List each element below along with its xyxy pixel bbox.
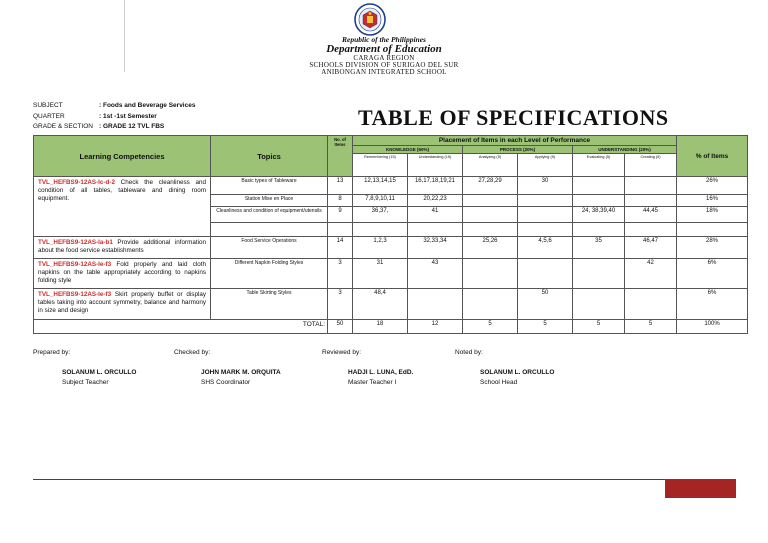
quarter-row [33, 114, 157, 121]
remembering-cell: 31 [353, 259, 408, 289]
table-row [34, 177, 748, 195]
footer-accent-bar [665, 479, 736, 498]
empty-cell [573, 223, 625, 237]
remembering-cell: 1,2,3 [353, 237, 408, 259]
applying-cell [518, 259, 573, 289]
evaluating-cell [573, 289, 625, 320]
evaluating-cell [573, 195, 625, 207]
topic-cell: Station Mise en Place [211, 195, 328, 207]
percent-cell: 6% [677, 259, 748, 289]
reviewed-position: Master Teacher I [348, 379, 397, 386]
header-percent: % of Items [677, 136, 748, 177]
header-analyzing: Analyzing (5) [463, 154, 518, 177]
competency-cell [34, 259, 211, 289]
noted-label: Noted by: [455, 349, 483, 356]
analyzing-cell [463, 207, 518, 223]
total-creating: 5 [625, 320, 677, 334]
specifications-table [33, 135, 748, 334]
competency-code: TVL_HEFBS9-12AS-Ic-d-2 [38, 179, 115, 186]
noted-name: SOLANUM L. ORCULLO [480, 369, 555, 376]
header-remembering: Remembering (15) [353, 154, 408, 177]
applying-cell [518, 207, 573, 223]
checked-position: SHS Coordinator [201, 379, 251, 386]
region-line: CARAGA REGION [353, 54, 415, 62]
empty-cell [408, 223, 463, 237]
empty-cell [353, 223, 408, 237]
total-percent: 100% [677, 320, 748, 334]
competency-text: Check the cleanliness and condition of all tables, tableware and dining room equipment. [38, 179, 206, 203]
checked-label: Checked by: [174, 349, 211, 356]
header-competencies: Learning Competencies [34, 136, 211, 177]
total-analyzing: 5 [463, 320, 518, 334]
competency-text: Skirt properly buffet or display tables taking into account symmetry, balance and harmony in size and design [38, 291, 206, 315]
understanding-cell: 32,33,34 [408, 237, 463, 259]
quarter-label: QUARTER [33, 113, 65, 120]
analyzing-cell [463, 195, 518, 207]
applying-cell: 50 [518, 289, 573, 320]
evaluating-cell [573, 259, 625, 289]
noted-position: School Head [480, 379, 518, 386]
total-evaluating: 5 [573, 320, 625, 334]
header-evaluating: Evaluating (5) [573, 154, 625, 177]
understanding-cell: 43 [408, 259, 463, 289]
items-cell: 13 [328, 177, 353, 195]
header-creating: Creating (5) [625, 154, 677, 177]
footer-divider [33, 479, 736, 480]
creating-cell: 46,47 [625, 237, 677, 259]
empty-cell [677, 223, 748, 237]
competency-cell [34, 237, 211, 259]
empty-cell [518, 223, 573, 237]
department-line: Department of Education [326, 43, 442, 55]
school-line: ANIBONGAN INTEGRATED SCHOOL [321, 68, 447, 76]
competency-cell [34, 289, 211, 320]
remembering-cell: 36,37, [353, 207, 408, 223]
header-topics: Topics [211, 136, 328, 177]
remembering-cell: 48,4 [353, 289, 408, 320]
items-cell: 3 [328, 259, 353, 289]
table-row [34, 259, 748, 289]
grade-value: : GRADE 12 TVL FBS [99, 123, 165, 130]
creating-cell [625, 289, 677, 320]
applying-cell: 4,5,6 [518, 237, 573, 259]
prepared-position: Subject Teacher [62, 379, 109, 386]
empty-cell [211, 223, 328, 237]
percent-cell: 18% [677, 207, 748, 223]
grade-label: GRADE & SECTION [33, 123, 93, 130]
analyzing-cell [463, 259, 518, 289]
grade-row [33, 124, 164, 131]
competency-text: Provide additional information about the food service establishments [38, 239, 206, 255]
percent-cell: 28% [677, 237, 748, 259]
items-cell: 8 [328, 195, 353, 207]
header-process: PROCESS (20%) [463, 146, 573, 154]
reviewed-label: Reviewed by: [322, 349, 362, 356]
understanding-cell: 41 [408, 207, 463, 223]
prepared-label: Prepared by: [33, 349, 71, 356]
header-knowledge: KNOWLEDGE (60%) [353, 146, 463, 154]
table-row [34, 289, 748, 320]
understanding-cell: 16,17,18,19,21 [408, 177, 463, 195]
competency-code: TVL_HEFBS9-12AS-Ie-f3 [38, 261, 112, 268]
page-title: TABLE OF SPECIFICATIONS [358, 105, 669, 130]
items-cell: 14 [328, 237, 353, 259]
header-items: No. of Items [328, 136, 353, 177]
topic-cell: Basic types of Tableware [211, 177, 328, 195]
checked-name: JOHN MARK M. ORQUITA [201, 369, 281, 376]
header-understanding: UNDERSTANDING (20%) [573, 146, 677, 154]
evaluating-cell [573, 177, 625, 195]
items-cell: 9 [328, 207, 353, 223]
header-understanding-sub: Understanding (15) [408, 154, 463, 177]
understanding-cell: 20,22,23 [408, 195, 463, 207]
remembering-cell: 7,8,9,10,11 [353, 195, 408, 207]
quarter-value: : 1st -1st Semester [99, 113, 157, 120]
topic-cell: Table Skirting Styles [211, 289, 328, 320]
prepared-name: SOLANUM L. ORCULLO [62, 369, 137, 376]
items-cell: 3 [328, 289, 353, 320]
division-line: SCHOOLS DIVISION OF SURIGAO DEL SUR [309, 61, 459, 69]
creating-cell [625, 177, 677, 195]
topic-cell: Different Napkin Folding Styles [211, 259, 328, 289]
competency-code: TVL_HEFBS9-12AS-Ia-b1 [38, 239, 113, 246]
evaluating-cell: 35 [573, 237, 625, 259]
deped-seal-icon [341, 3, 399, 36]
header-placement: Placement of Items in each Level of Performance [353, 136, 677, 146]
total-row [34, 320, 748, 334]
empty-cell [328, 223, 353, 237]
percent-cell: 6% [677, 289, 748, 320]
analyzing-cell: 27,28,29 [463, 177, 518, 195]
percent-cell: 16% [677, 195, 748, 207]
republic-line: Republic of the Philippines [342, 35, 426, 44]
creating-cell: 42 [625, 259, 677, 289]
subject-label: SUBJECT [33, 102, 63, 109]
total-label: TOTAL: [34, 320, 328, 334]
creating-cell: 44,45 [625, 207, 677, 223]
remembering-cell: 12,13,14,15 [353, 177, 408, 195]
empty-cell [463, 223, 518, 237]
competency-code: TVL_HEFBS9-12AS-Ie-f3 [38, 291, 112, 298]
total-applying: 5 [518, 320, 573, 334]
applying-cell: 30 [518, 177, 573, 195]
total-items: 50 [328, 320, 353, 334]
analyzing-cell [463, 289, 518, 320]
total-understanding: 12 [408, 320, 463, 334]
understanding-cell [408, 289, 463, 320]
applying-cell [518, 195, 573, 207]
table-row [34, 237, 748, 259]
subject-value: : Foods and Beverage Services [99, 102, 196, 109]
reviewed-name: HADJI L. LUNA, EdD. [348, 369, 414, 376]
total-remembering: 18 [353, 320, 408, 334]
creating-cell [625, 195, 677, 207]
analyzing-cell: 25,26 [463, 237, 518, 259]
topic-cell: Cleanliness and condition of equipment/utensils [211, 207, 328, 223]
subject-row [33, 103, 195, 110]
competency-cell [34, 177, 211, 237]
header-applying: Applying (5) [518, 154, 573, 177]
evaluating-cell: 24, 38,39,40 [573, 207, 625, 223]
competency-text: Fold properly and laid cloth napkins on the table appropriately according to napkins folding style [38, 261, 206, 285]
topic-cell: Food Service Operations [211, 237, 328, 259]
percent-cell: 26% [677, 177, 748, 195]
empty-cell [625, 223, 677, 237]
